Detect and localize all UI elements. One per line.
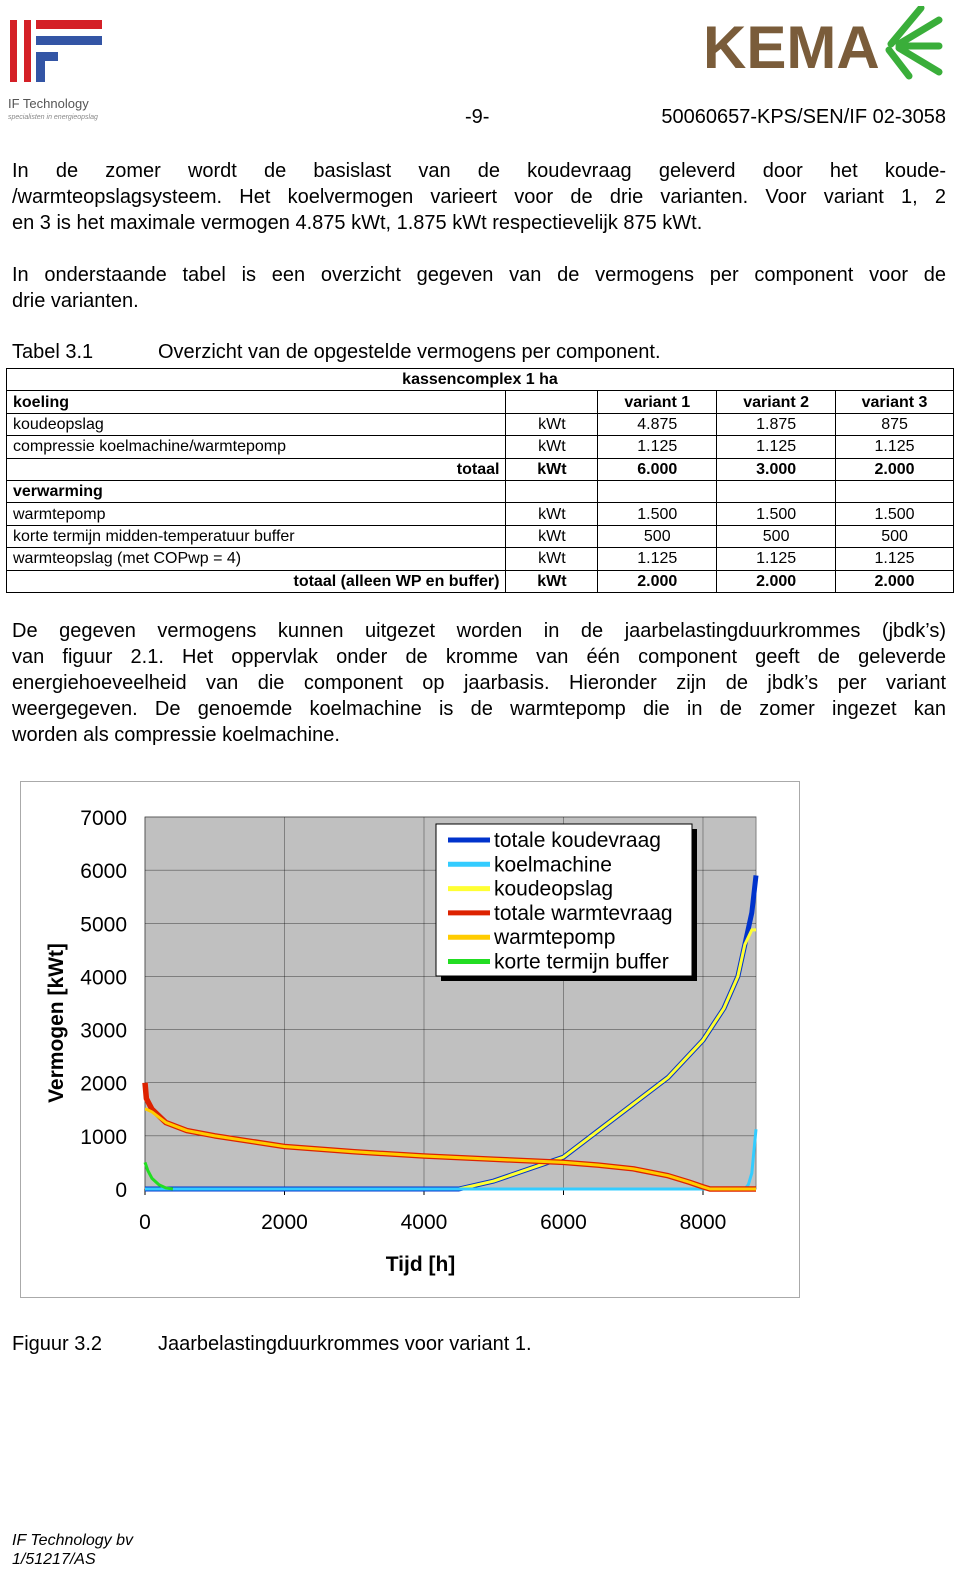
table-title: kassencomplex 1 ha [7,369,954,391]
y-tick-label: 4000 [80,966,127,990]
paragraph-3-line-2: van figuur 2.1. Het oppervlak onder de kromme van één component geeft de geleverde [12,646,946,668]
row-label: compressie koelmachine/warmtepomp [7,436,506,458]
cell-value: 1.125 [598,548,717,570]
paragraph-1-line-1: In de zomer wordt de basislast van de koudevraag geleverd door het koude- [12,160,946,182]
cell-value: 1.875 [717,413,836,435]
cell-value: 875 [836,413,954,435]
x-tick-label: 8000 [679,1211,727,1234]
y-tick-label: 5000 [80,913,127,937]
paragraph-2 [12,262,946,314]
table-total-row [7,458,954,480]
y-axis-label: Vermogen [kWt] [45,943,68,1103]
cell-value: 1.125 [717,436,836,458]
table-row [7,480,954,502]
kema-logo [703,6,943,80]
table-caption-label: Tabel 3.1 [12,341,94,363]
cell-value: 1.125 [836,436,954,458]
row-label: warmtepomp [7,503,506,525]
figure-caption-text: Jaarbelastingduurkrommes voor variant 1. [158,1333,532,1355]
row-unit: kWt [506,548,598,570]
cell-value: 500 [836,525,954,547]
row-unit: kWt [506,458,598,480]
table-title-row [7,369,954,391]
footer-reference: 1/51217/AS [12,1551,96,1568]
power-overview-table [6,368,954,593]
x-axis-label: Tijd [h] [385,1253,456,1276]
row-label: warmteopslag (met COPwp = 4) [7,548,506,570]
cell-value: 3.000 [717,458,836,480]
variant-3-header: variant 3 [836,391,954,413]
paragraph-3 [12,618,946,748]
row-unit: kWt [506,413,598,435]
load-duration-chart [20,781,800,1298]
paragraph-2-line-2: drie varianten. [12,290,139,312]
cell-value: 6.000 [598,458,717,480]
cell-value: 1.125 [598,436,717,458]
if-technology-logo [8,18,108,128]
cell-value: 2.000 [836,458,954,480]
y-tick-label: 0 [115,1179,127,1202]
paragraph-3-line-4: weergegeven. De genoemde koelmachine is de warmtepomp die in de zomer ingezet kan [12,698,946,720]
variant-1-header: variant 1 [598,391,717,413]
row-unit: kWt [506,570,598,592]
x-tick-label: 4000 [400,1211,448,1234]
legend-label: koelmachine [494,853,612,877]
row-unit: kWt [506,436,598,458]
y-tick-label: 2000 [80,1072,127,1096]
paragraph-3-line-3: energiehoeveelheid van die component op jaarbasis. Hieronder zijn de jbdk’s per variant [12,672,946,694]
table-total-row [7,570,954,592]
y-tick-label: 7000 [80,807,127,830]
legend-label: totale koudevraag [494,829,661,852]
verwarming-header: verwarming [7,480,506,502]
footer-company: IF Technology bv [12,1532,133,1549]
y-tick-label: 6000 [80,860,127,884]
if-logo-text: IF Technology [8,96,89,111]
cell-value: 2.000 [717,570,836,592]
cell-value: 1.500 [836,503,954,525]
row-unit: kWt [506,525,598,547]
table-row [7,391,954,413]
koeling-header: koeling [7,391,506,413]
cell-value: 2.000 [836,570,954,592]
table-row [7,503,954,525]
table-row [7,548,954,570]
kema-logo-text: KEMA [703,14,880,80]
legend-label: warmtepomp [494,926,616,950]
paragraph-3-line-1: De gegeven vermogens kunnen uitgezet worden in de jaarbelastingduurkrommes (jbdk’s) [12,620,946,642]
y-tick-label: 1000 [80,1125,127,1149]
x-tick-label: 2000 [261,1211,308,1234]
table-caption-text: Overzicht van de opgestelde vermogens per component. [158,341,661,363]
row-unit: kWt [506,503,598,525]
legend-label: koudeopslag [494,877,614,901]
x-tick-label: 6000 [540,1211,587,1234]
row-label: koudeopslag [7,413,506,435]
cell-value: 1.500 [598,503,717,525]
cell-value: 500 [717,525,836,547]
table-row [7,525,954,547]
x-tick-label: 0 [139,1211,151,1234]
variant-2-header: variant 2 [717,391,836,413]
y-tick-label: 3000 [80,1019,127,1043]
chart-svg [21,782,799,1297]
cell-value: 500 [598,525,717,547]
paragraph-3-line-5: worden als compressie koelmachine. [12,724,340,746]
table-row [7,436,954,458]
cell-value: 1.125 [717,548,836,570]
table-row [7,413,954,435]
row-label: korte termijn midden-temperatuur buffer [7,525,506,547]
if-logo-subtitle: specialisten in energieopslag [8,114,98,121]
paragraph-1-line-2: /warmteopslagsysteem. Het koelvermogen varieert voor de drie varianten. Voor variant 1, 2 [12,186,946,208]
paragraph-1-line-3: en 3 is het maximale vermogen 4.875 kWt, 1.875 kWt respectievelijk 875 kWt. [12,212,703,234]
document-reference: 50060657-KPS/SEN/IF 02-3058 [661,106,946,128]
figure-caption-label: Figuur 3.2 [12,1333,103,1355]
paragraph-1 [12,158,946,236]
cell-value: 2.000 [598,570,717,592]
cell-value: 4.875 [598,413,717,435]
legend-label: totale warmtevraag [494,901,673,925]
page-number: -9- [465,106,490,128]
cell-value: 1.125 [836,548,954,570]
paragraph-2-line-1: In onderstaande tabel is een overzicht gegeven van de vermogens per component voor de [12,264,946,286]
cell-value: 1.500 [717,503,836,525]
legend-label: korte termijn buffer [494,950,669,974]
total-label: totaal (alleen WP en buffer) [7,570,506,592]
total-label: totaal [7,458,506,480]
